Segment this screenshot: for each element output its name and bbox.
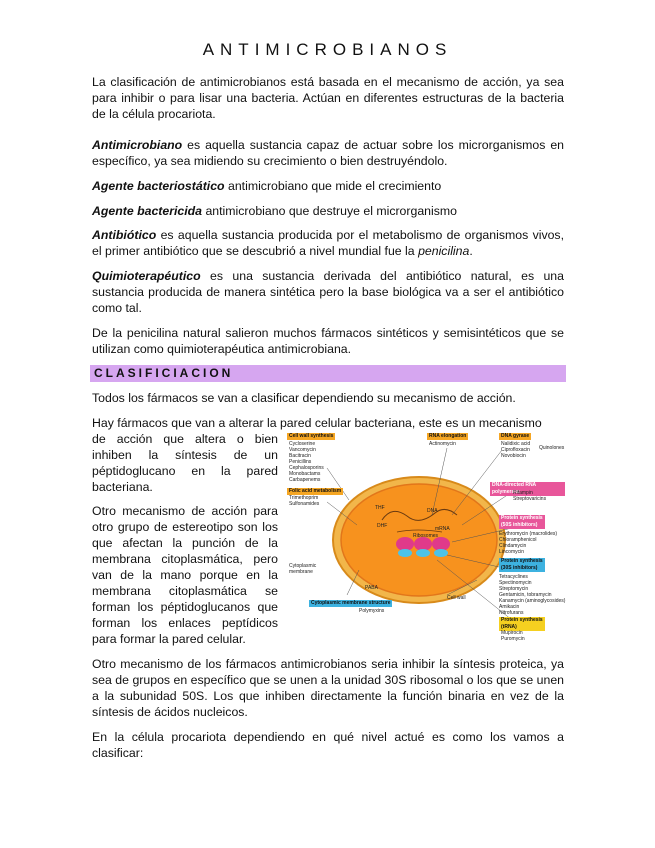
def-bactericida bbox=[92, 203, 564, 219]
definition: antimicrobiano que destruye el microrganismo bbox=[202, 204, 457, 218]
rna-polymerase-header: DNA-directed RNA polymerase bbox=[490, 482, 565, 496]
pared-line: Hay fármacos que van a alterar la pared celular bacteriana, este es un mecanismo bbox=[92, 416, 542, 430]
cell-wall-synthesis-items: Cycloserine Vancomycin Bacitracin Penicillins Cephalosporins Monobactams Carbapenems bbox=[289, 441, 324, 483]
term: Antimicrobiano bbox=[92, 138, 183, 152]
section-heading: CLASIFICIACION bbox=[90, 365, 566, 382]
mrna-label: mRNA bbox=[435, 526, 450, 532]
membrane-structure-items: Polymyxins bbox=[359, 608, 385, 614]
definition: es una sustancia derivada del antibiótico natural, es una sustancia producida de manera sintética pero la base biológica va a ser el antibiótico como tal. bbox=[92, 269, 564, 315]
pared-paragraph: de acción que altera o bien inhiben la síntesis de un péptidoglucano en la pared bacteriana. bbox=[92, 432, 278, 494]
definition: antimicrobiano que mide el crecimiento bbox=[224, 179, 442, 193]
cell-wall-synthesis-header: Cell wall synthesis bbox=[289, 433, 334, 439]
ribosome-small bbox=[416, 549, 430, 557]
cell-wall-label: Cell wall bbox=[447, 595, 466, 601]
dhf-label: DHF bbox=[377, 523, 388, 529]
definition: es aquella sustancia capaz de actuar sobre los microrganismos en específico, ya sea midiendo su crecimiento o bien destruyéndolo. bbox=[92, 138, 564, 168]
folic-acid-items: Trimethoprim Sulfonamides bbox=[289, 495, 320, 507]
rna-elongation-header: RNA elongation bbox=[429, 433, 467, 439]
def-antimicrobiano bbox=[92, 137, 564, 169]
ribosome-large bbox=[396, 537, 414, 551]
rna-elongation-items: Actinomycin bbox=[429, 441, 456, 447]
page-title: ANTIMICROBIANOS bbox=[202, 40, 453, 59]
def-bacteriostatico bbox=[92, 178, 564, 194]
ribosomes-group bbox=[396, 537, 450, 557]
end: . bbox=[469, 244, 473, 258]
procariota-paragraph: En la célula procariota dependiendo en qué nivel actué es como los vamos a clasificar: bbox=[92, 730, 564, 760]
ribosome-small bbox=[398, 549, 412, 557]
protein-30s-items: Tetracyclines Spectinomycin Streptomycin Gentamicin, tobramycin Kanamycin (aminoglycosides) Amikacin Nitrofurans bbox=[499, 574, 566, 616]
def-quimioterapeutico bbox=[92, 268, 564, 316]
protein-trna-items: Mupirocin Puromycin bbox=[501, 630, 525, 642]
protein-trna-header: Protein synthesis (tRNA) bbox=[501, 617, 543, 630]
antimicrobial-targets-figure bbox=[287, 430, 565, 640]
term: Agente bactericida bbox=[92, 204, 203, 218]
membrana-paragraph: Otro mecanismo de acción para otro grupo de estereotipo son los que afectan la punción de la membrana citoplasmática, pero van de la mano porque en la membrana citoplasmática se forman los péptidoglucanos que forman los enlaces peptídicos para formar la pared celular. bbox=[92, 504, 278, 646]
protein-50s-header: Protein synthesis (50S inhibitors) bbox=[501, 515, 543, 528]
paba-label: PABA bbox=[365, 585, 378, 591]
rna-polymerase-items: Rifampin Streptovaricins bbox=[513, 490, 547, 502]
proteica-paragraph: Otro mecanismo de los fármacos antimicrobianos seria inhibir la síntesis proteica, ya sea de grupos en específico que se unen a la unidad 30S ribosomal o los que se unen a la subunidad 50S. Los que inhiben directamente la función binaria en vez de la síntesis de ácidos nucleicos. bbox=[92, 657, 564, 719]
membrane-structure-header: Cytoplasmic membrane structure bbox=[311, 600, 391, 606]
dna-gyrase-header: DNA gyrase bbox=[501, 433, 530, 439]
ribosomes-label: Ribosomes bbox=[413, 533, 439, 539]
ribosome-large bbox=[414, 537, 432, 551]
dna-gyrase-items: Nalidixic acid Ciprofloxacin Novobiocin bbox=[501, 441, 531, 459]
cytoplasmic-membrane-label: Cytoplasmic membrane bbox=[289, 563, 317, 575]
intro-paragraph: La clasificación de antimicrobianos está basada en el mecanismo de acción, ya sea para inhibir o para lisar una bacteria. Actúan en diferentes estructuras de la bacteria de la célula procariota. bbox=[92, 75, 564, 121]
italic-term: penicilina bbox=[418, 244, 470, 258]
term: Antibiótico bbox=[92, 228, 157, 242]
definition: es aquella sustancia producida por el metabolismo de organismos vivos, el primer antibiótico que se descubrió a nivel mundial fue la bbox=[92, 228, 564, 258]
protein-30s-header: Protein synthesis (30S inhibitors) bbox=[501, 558, 543, 571]
quinolones-label: Quinolones bbox=[539, 445, 565, 451]
ribosome-large bbox=[432, 537, 450, 551]
thf-label: THF bbox=[375, 505, 385, 511]
term: Quimioterapéutico bbox=[92, 269, 201, 283]
clasificacion-intro: Todos los fármacos se van a clasificar dependiendo su mecanismo de acción. bbox=[92, 391, 516, 405]
folic-acid-header: Folic acid metabolism bbox=[289, 488, 342, 494]
dna-label: DNA bbox=[427, 508, 438, 514]
term: Agente bacteriostático bbox=[92, 179, 225, 193]
penicilina-paragraph: De la penicilina natural salieron muchos fármacos sintéticos y semisintéticos que se utilizan como quimioterapéutica antimicrobiana. bbox=[92, 326, 564, 356]
def-antibiotico bbox=[92, 227, 564, 259]
protein-50s-items: Erythromycin (macrolides) Chloramphenicol Clindamycin Lincomycin bbox=[499, 531, 558, 555]
ribosome-small bbox=[434, 549, 448, 557]
